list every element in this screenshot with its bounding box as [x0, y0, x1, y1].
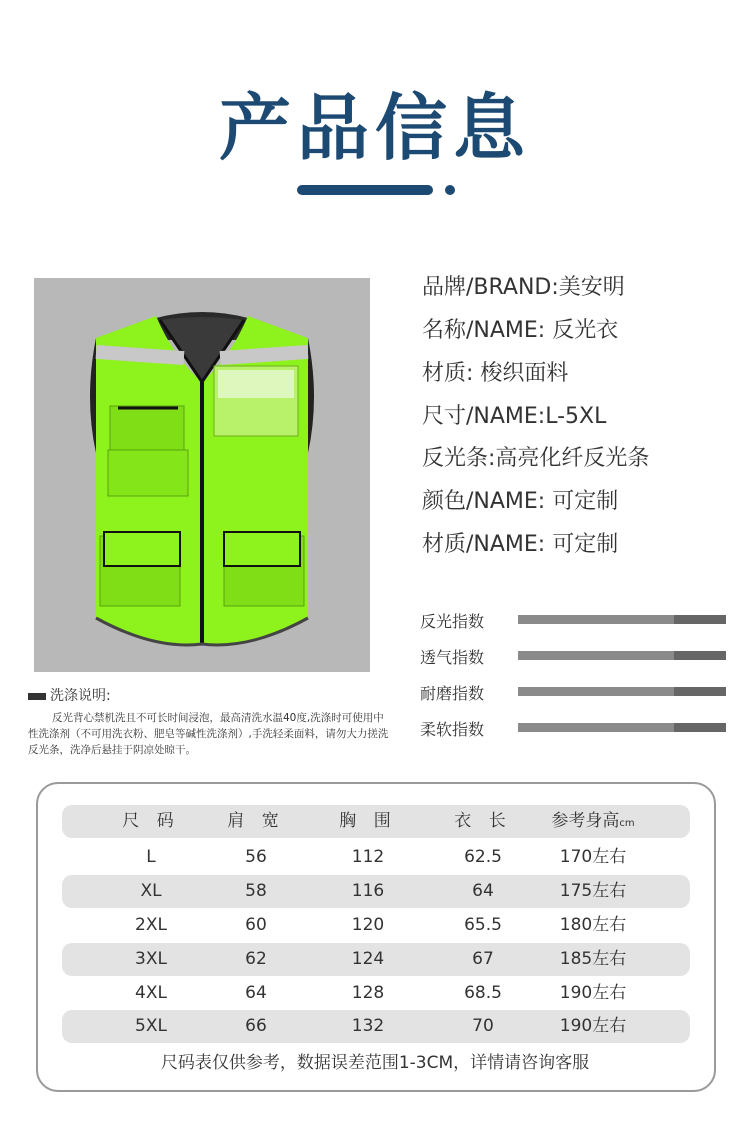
header-size: 尺 码 — [122, 811, 180, 831]
table-row — [62, 1010, 690, 1043]
cell-height: 180左右 — [559, 915, 627, 935]
cell-shoulder: 58 — [245, 881, 267, 901]
wash-text: 反光背心禁机洗且不可长时间浸泡，最高清洗水温40度,洗涤时可使用中性洗涤剂（不可用洗衣粉、肥皂等碱性洗涤剂）,手洗轻柔面料，请勿大力搓洗反光条，洗净后悬挂于阴凉处晾干。 — [28, 712, 389, 756]
wash-heading — [28, 685, 111, 705]
rating-label-wear: 耐磨指数 — [420, 684, 485, 703]
cell-length: 67 — [472, 949, 494, 969]
spec-color: 颜色/NAME: 可定制 — [422, 489, 619, 514]
cell-shoulder: 62 — [245, 949, 267, 969]
product-photo — [34, 278, 370, 672]
cell-chest: 128 — [351, 983, 385, 1003]
cell-size: 4XL — [135, 983, 167, 1003]
table-row — [62, 875, 690, 908]
rating-bar-breathable — [518, 651, 726, 660]
cell-size: 3XL — [135, 949, 167, 969]
cell-chest: 132 — [351, 1016, 385, 1036]
cell-size: XL — [140, 881, 162, 901]
cell-length: 68.5 — [464, 983, 502, 1003]
heading-marker-icon — [28, 693, 46, 700]
rating-label-reflective: 反光指数 — [420, 612, 485, 631]
spec-size: 尺寸/NAME:L-5XL — [422, 404, 607, 429]
cell-shoulder: 64 — [245, 983, 267, 1003]
cell-length: 62.5 — [464, 847, 502, 867]
rating-label-breathable: 透气指数 — [420, 648, 485, 667]
cell-chest: 120 — [351, 915, 385, 935]
cell-height: 190左右 — [559, 983, 627, 1003]
cell-length: 70 — [472, 1016, 494, 1036]
cell-chest: 112 — [351, 847, 385, 867]
size-table-note: 尺码表仅供参考，数据误差范围1-3CM，详情请咨询客服 — [160, 1053, 590, 1073]
header-length: 衣 长 — [454, 811, 512, 831]
rating-bar-wear — [518, 687, 726, 696]
header-shoulder: 肩 宽 — [227, 811, 285, 831]
title-dot — [445, 185, 455, 195]
table-row — [62, 943, 690, 976]
cell-size: L — [146, 847, 156, 867]
rating-label-softness: 柔软指数 — [420, 720, 485, 739]
header-height-unit: cm — [619, 818, 635, 829]
spec-material-custom: 材质/NAME: 可定制 — [422, 532, 619, 557]
spec-name: 名称/NAME: 反光衣 — [422, 318, 619, 343]
size-table-header — [62, 805, 690, 838]
spec-material: 材质: 梭织面料 — [422, 361, 569, 386]
cell-height: 170左右 — [559, 847, 627, 867]
page-title: 产品信息 — [218, 86, 531, 170]
rating-fill — [518, 651, 674, 660]
title-underline — [297, 185, 433, 195]
table-row — [62, 909, 690, 942]
cell-height: 185左右 — [559, 949, 627, 969]
header-height — [538, 805, 648, 838]
cell-height: 190左右 — [559, 1016, 627, 1036]
rating-fill — [518, 723, 674, 732]
spec-reflective-strip: 反光条:高亮化纤反光条 — [422, 446, 650, 471]
header-chest: 胸 围 — [339, 811, 397, 831]
wash-heading-text: 洗涤说明: — [50, 688, 111, 704]
rating-fill — [518, 687, 674, 696]
cell-chest: 124 — [351, 949, 385, 969]
rating-bar-softness — [518, 723, 726, 732]
table-row — [62, 841, 690, 874]
table-row — [62, 977, 690, 1010]
cell-shoulder: 66 — [245, 1016, 267, 1036]
cell-shoulder: 56 — [245, 847, 267, 867]
cell-chest: 116 — [351, 881, 385, 901]
cell-length: 64 — [472, 881, 494, 901]
rating-fill — [518, 615, 674, 624]
cell-size: 5XL — [135, 1016, 167, 1036]
cell-shoulder: 60 — [245, 915, 267, 935]
spec-brand: 品牌/BRAND:美安明 — [422, 275, 625, 300]
rating-bar-reflective — [518, 615, 726, 624]
cell-size: 2XL — [135, 915, 167, 935]
cell-height: 175左右 — [559, 881, 627, 901]
reflective-vest-image — [34, 278, 370, 672]
header-height-label: 参考身高 — [551, 811, 620, 831]
cell-length: 65.5 — [464, 915, 502, 935]
